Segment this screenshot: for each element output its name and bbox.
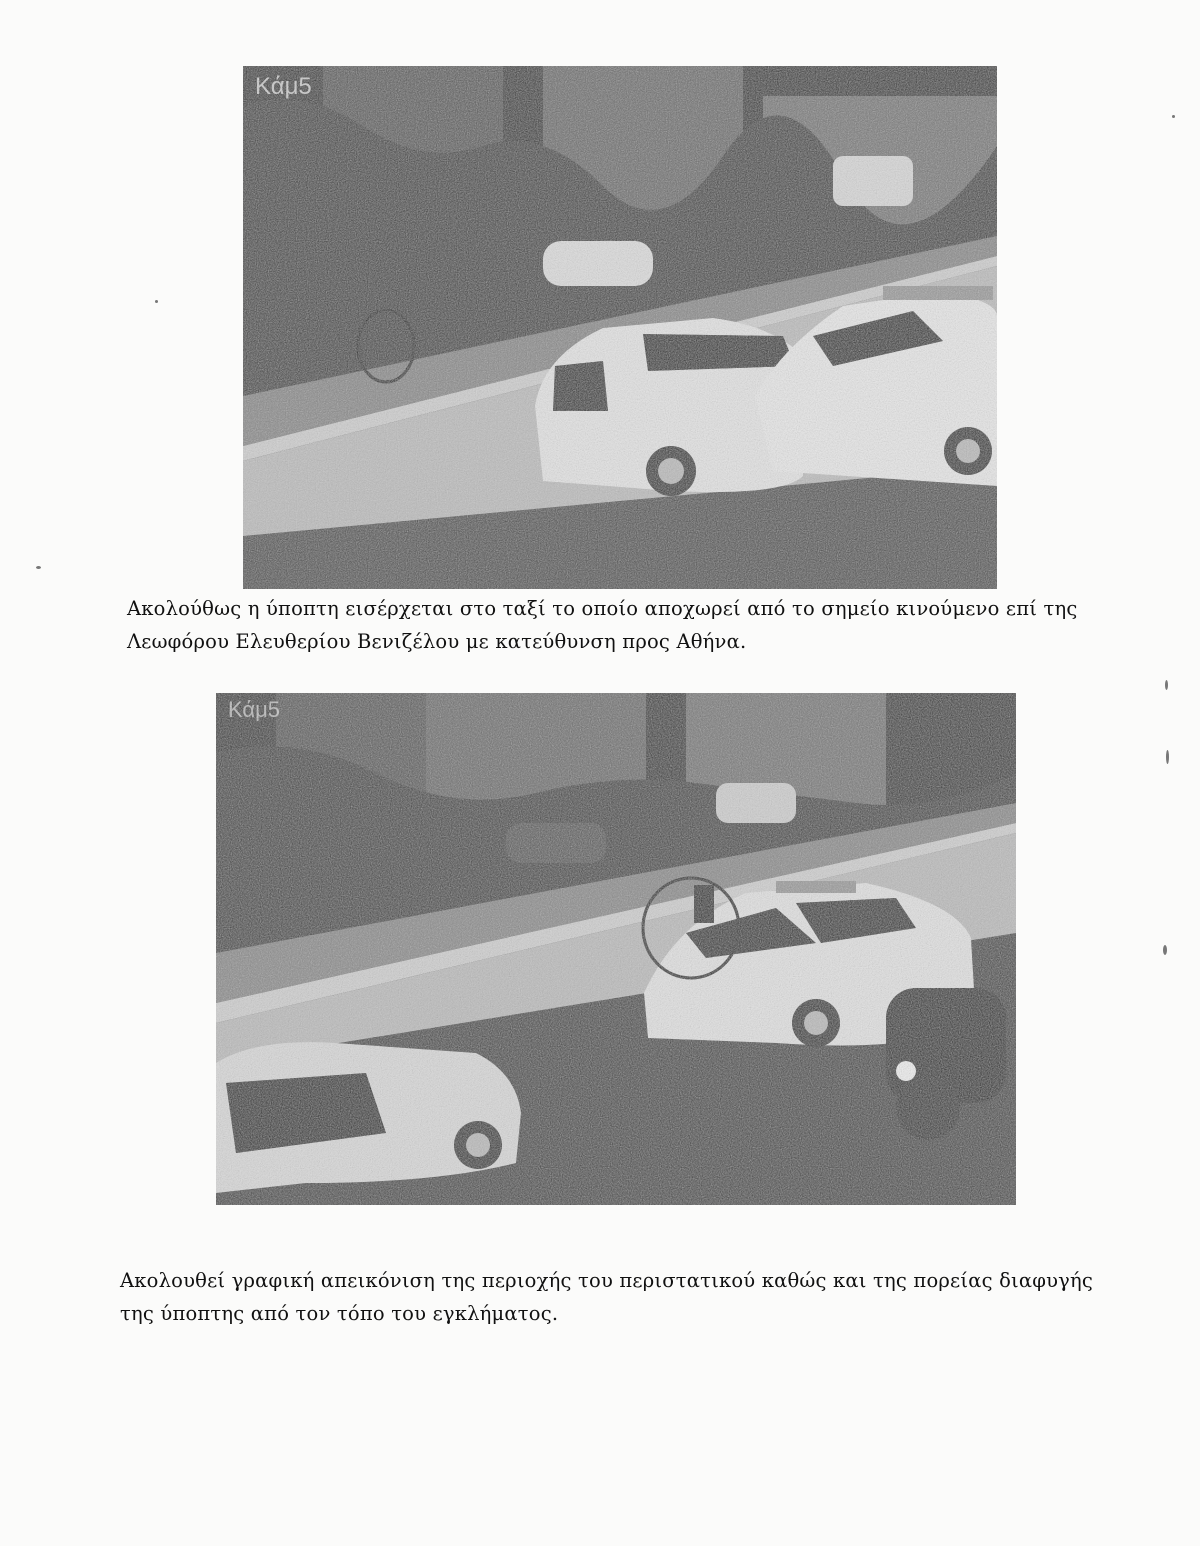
camera-label-2: Κάμ5 [228,697,281,722]
caption-2: Ακολουθεί γραφική απεικόνιση της περιοχής του περιστατικού καθώς και της πορείας διαφυγής της ύποπτης από τον τόπο του εγκλήματος. [120,1269,1094,1325]
scan-speck [1172,115,1175,118]
scan-speck [1166,750,1169,764]
cctv-photo-1 [243,66,997,589]
cctv-photo-1-image [243,66,997,589]
scan-speck [36,566,41,569]
caption-1: Ακολούθως η ύποπτη εισέρχεται στο ταξί το οποίο αποχωρεί από το σημείο κινούμενο επί της Λεωφόρου Ελευθερίου Βενιζέλου με κατεύθυνση προς Αθήνα. [127,597,1078,653]
scan-speck [1165,680,1168,690]
camera-label-1: Κάμ5 [255,73,312,100]
cctv-photo-2 [216,693,1016,1205]
scan-speck [1163,945,1167,955]
cctv-photo-2-image [216,693,1016,1205]
scan-speck [155,300,158,303]
